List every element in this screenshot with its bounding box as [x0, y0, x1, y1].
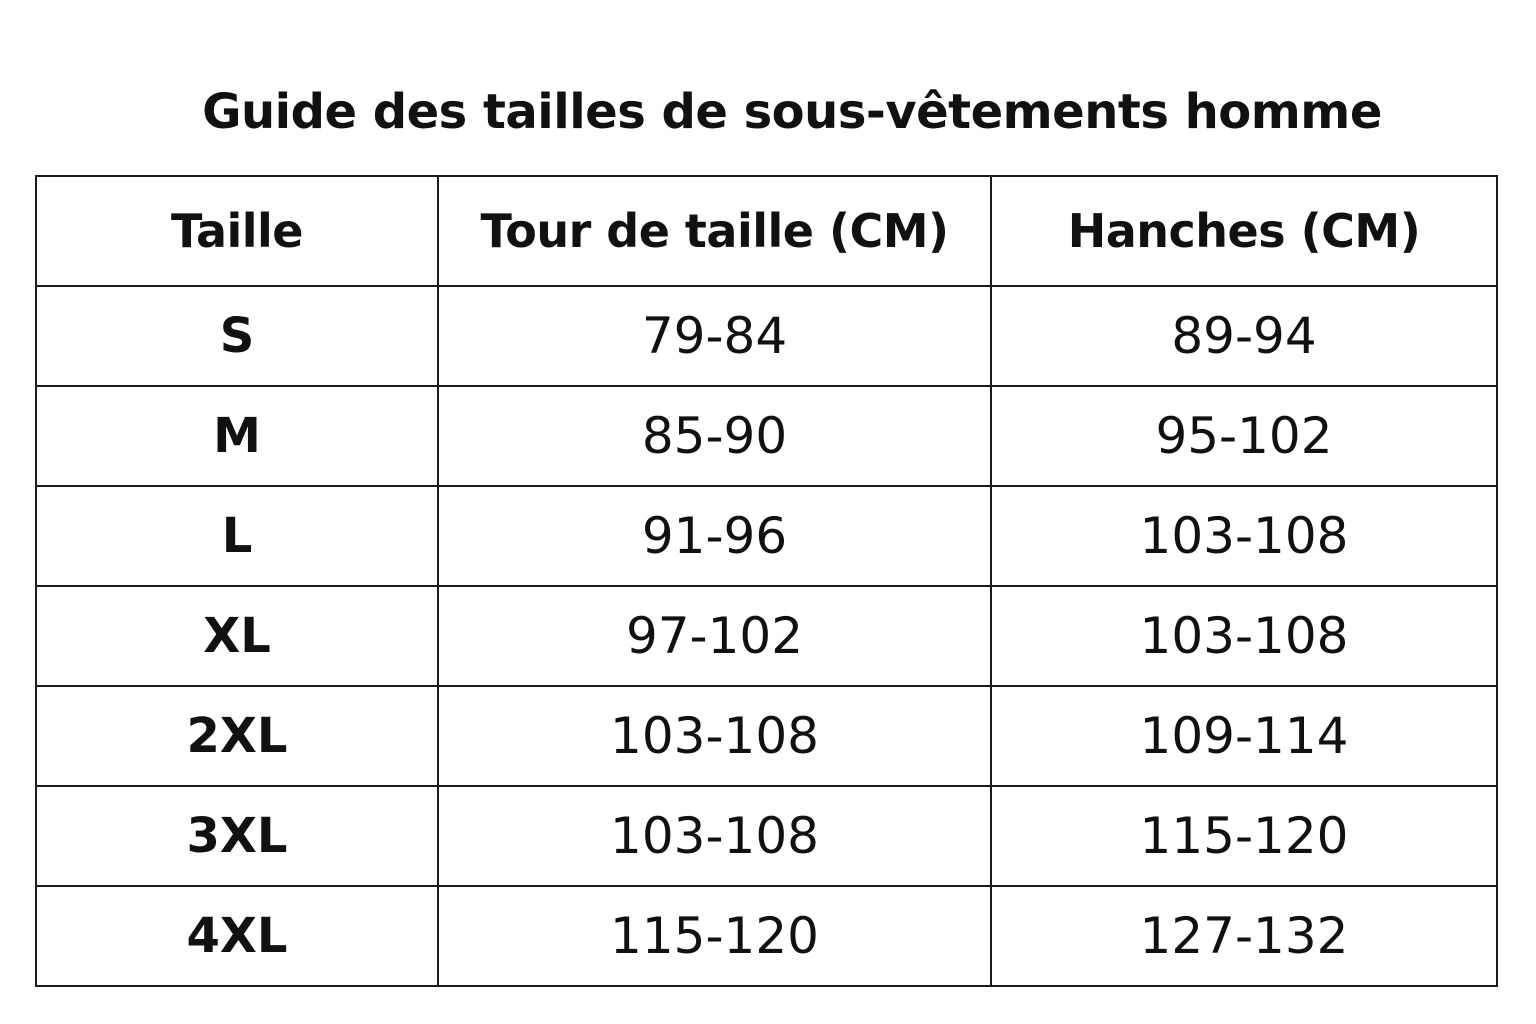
hips-cell: 103-108 — [991, 586, 1497, 686]
header-waist: Tour de taille (CM) — [438, 176, 991, 286]
waist-cell: 79-84 — [438, 286, 991, 386]
header-hips: Hanches (CM) — [991, 176, 1497, 286]
hips-cell: 115-120 — [991, 786, 1497, 886]
hips-cell: 95-102 — [991, 386, 1497, 486]
header-size: Taille — [36, 176, 438, 286]
hips-cell: 89-94 — [991, 286, 1497, 386]
waist-cell: 85-90 — [438, 386, 991, 486]
size-cell: XL — [36, 586, 438, 686]
hips-cell: 109-114 — [991, 686, 1497, 786]
waist-cell: 97-102 — [438, 586, 991, 686]
size-cell: 4XL — [36, 886, 438, 986]
size-cell: L — [36, 486, 438, 586]
hips-cell: 127-132 — [991, 886, 1497, 986]
size-cell: 2XL — [36, 686, 438, 786]
waist-cell: 91-96 — [438, 486, 991, 586]
table-row — [36, 286, 1497, 386]
page-title: Guide des tailles de sous-vêtements homme — [202, 84, 1382, 140]
table-row — [36, 486, 1497, 586]
table-header-row — [36, 176, 1497, 286]
size-cell: 3XL — [36, 786, 438, 886]
waist-cell: 115-120 — [438, 886, 991, 986]
table-row — [36, 886, 1497, 986]
table-row — [36, 786, 1497, 886]
size-cell: M — [36, 386, 438, 486]
table-row — [36, 386, 1497, 486]
waist-cell: 103-108 — [438, 686, 991, 786]
hips-cell: 103-108 — [991, 486, 1497, 586]
table-row — [36, 586, 1497, 686]
size-chart-table — [35, 175, 1498, 987]
table-row — [36, 686, 1497, 786]
waist-cell: 103-108 — [438, 786, 991, 886]
size-cell: S — [36, 286, 438, 386]
